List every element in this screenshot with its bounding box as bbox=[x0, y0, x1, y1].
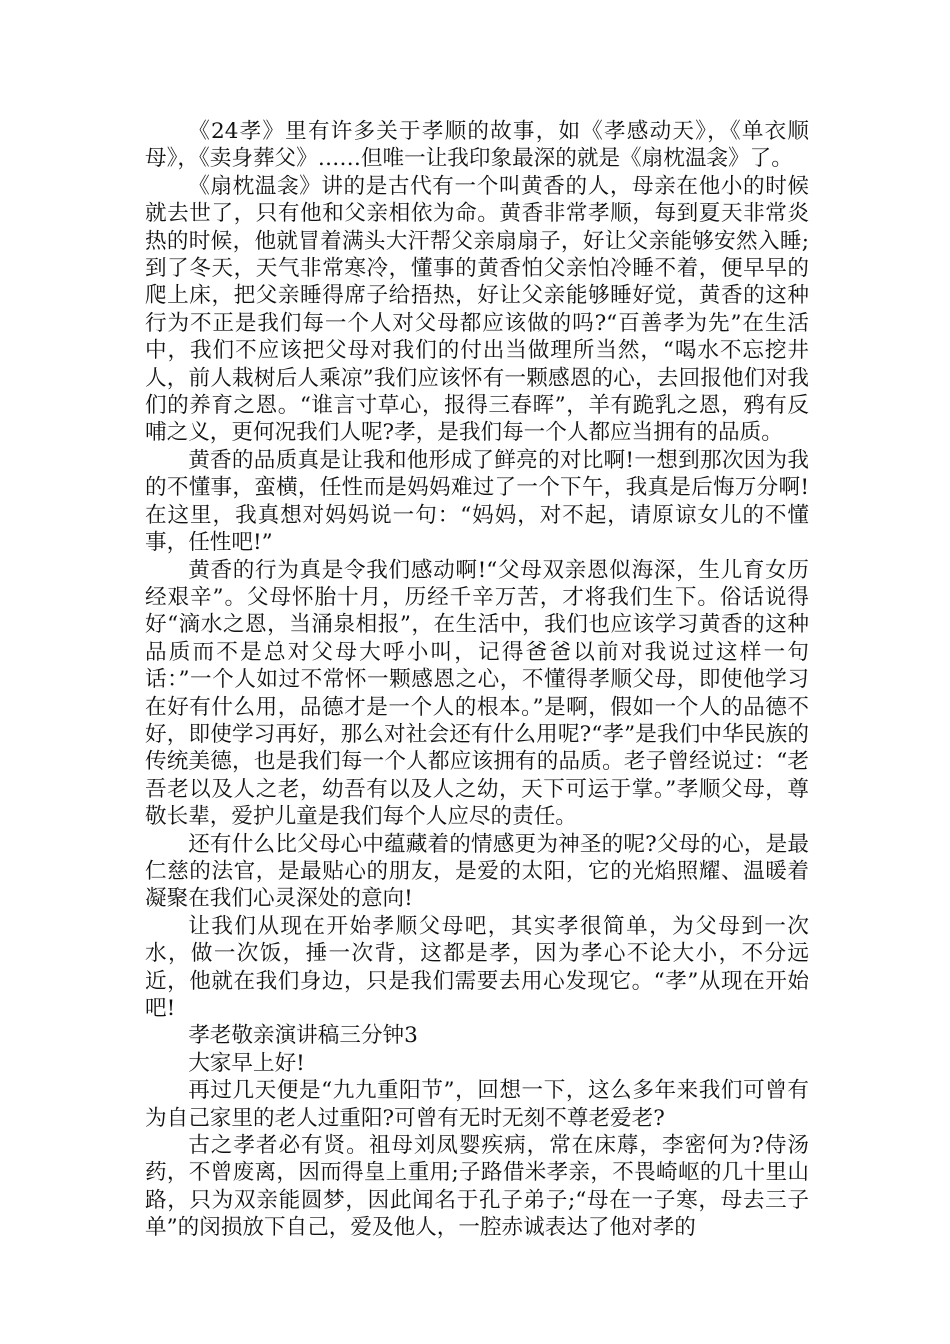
greeting-line: 大家早上好! bbox=[188, 1050, 305, 1076]
paragraph-6: 让我们从现在开始孝顺父母吧，其实孝很简单，为父母到一次水，做一次饭，捶一次背，这都是孝，因为孝心不论大小，不分远近，他就在我们身边，只是我们需要去用心发现它。“孝”从现在开始吧! bbox=[145, 913, 809, 1021]
paragraph-1: 《24孝》里有许多关于孝顺的故事，如《孝感动天》，《单衣顺母》，《卖身葬父》……但唯一让我印象最深的就是《扇枕温衾》了。 bbox=[145, 119, 809, 172]
paragraph-7: 再过几天便是“九九重阳节”，回想一下，这么多年来我们可曾有为自己家里的老人过重阳?可曾有无时无刻不尊老爱老? bbox=[145, 1078, 809, 1131]
paragraph-8: 古之孝者必有贤。祖母刘凤婴疾病，常在床蓐，李密何为?侍汤药，不曾废离，因而得皇上重用;子路借米孝亲，不畏崎岖的几十里山路，只为双亲能圆梦，因此闻名于孔子弟子;“母在一子寒，母去三子单”的闵损放下自己，爱及他人，一腔赤诚表达了他对孝的 bbox=[145, 1133, 809, 1241]
document-body bbox=[145, 118, 809, 1242]
section-heading: 孝老敬亲演讲稿三分钟3 bbox=[188, 1023, 418, 1049]
paragraph-2: 《扇枕温衾》讲的是古代有一个叫黄香的人，母亲在他小的时候就去世了，只有他和父亲相依为命。黄香非常孝顺，每到夏天非常炎热的时候，他就冒着满头大汗帮父亲扇扇子，好让父亲能够安然入睡;到了冬天，天气非常寒冷，懂事的黄香怕父亲怕冷睡不着，便早早的爬上床，把父亲睡得席子给捂热，好让父亲能够睡好觉，黄香的这种行为不正是我们每一个人对父母都应该做的吗?“百善孝为先”在生活中，我们不应该把父母对我们的付出当做理所当然，“喝水不忘挖井人，前人栽树后人乘凉”我们应该怀有一颗感恩的心，去回报他们对我们的养育之恩。“谁言寸草心，报得三春晖”，羊有跪乳之恩，鸦有反哺之义，更何况我们人呢?孝，是我们每一个人都应当拥有的品质。 bbox=[145, 173, 809, 446]
paragraph-4: 黄香的行为真是令我们感动啊!“父母双亲恩似海深，生儿育女历经艰辛”。父母怀胎十月，历经千辛万苦，才将我们生下。俗话说得好“滴水之恩，当涌泉相报”，在生活中，我们也应该学习黄香的这种品质而不是总对父母大呼小叫，记得爸爸以前对我说过这样一句话：”一个人如过不常怀一颗感恩之心，不懂得孝顺父母，即使他学习在好有什么用，品德才是一个人的根本。”是啊，假如一个人的品德不好，即使学习再好，那么对社会还有什么用呢?“孝”是我们中华民族的传统美德，也是我们每一个人都应该拥有的品质。老子曾经说过：“老吾老以及人之老，幼吾有以及人之幼，天下可运于掌。”孝顺父母，尊敬长辈，爱护儿童是我们每个人应尽的责任。 bbox=[145, 557, 809, 830]
paragraph-3: 黄香的品质真是让我和他形成了鲜亮的对比啊!一想到那次因为我的不懂事，蛮横，任性而是妈妈难过了一个下午，我真是后悔万分啊!在这里，我真想对妈妈说一句：“妈妈，对不起，请原谅女儿的不懂事，任性吧!” bbox=[145, 447, 809, 556]
paragraph-5: 还有什么比父母心中蕴藏着的情感更为神圣的呢?父母的心，是最仁慈的法官，是最贴心的朋友，是爱的太阳，它的光焰照耀、温暖着凝聚在我们心灵深处的意向! bbox=[145, 831, 809, 912]
